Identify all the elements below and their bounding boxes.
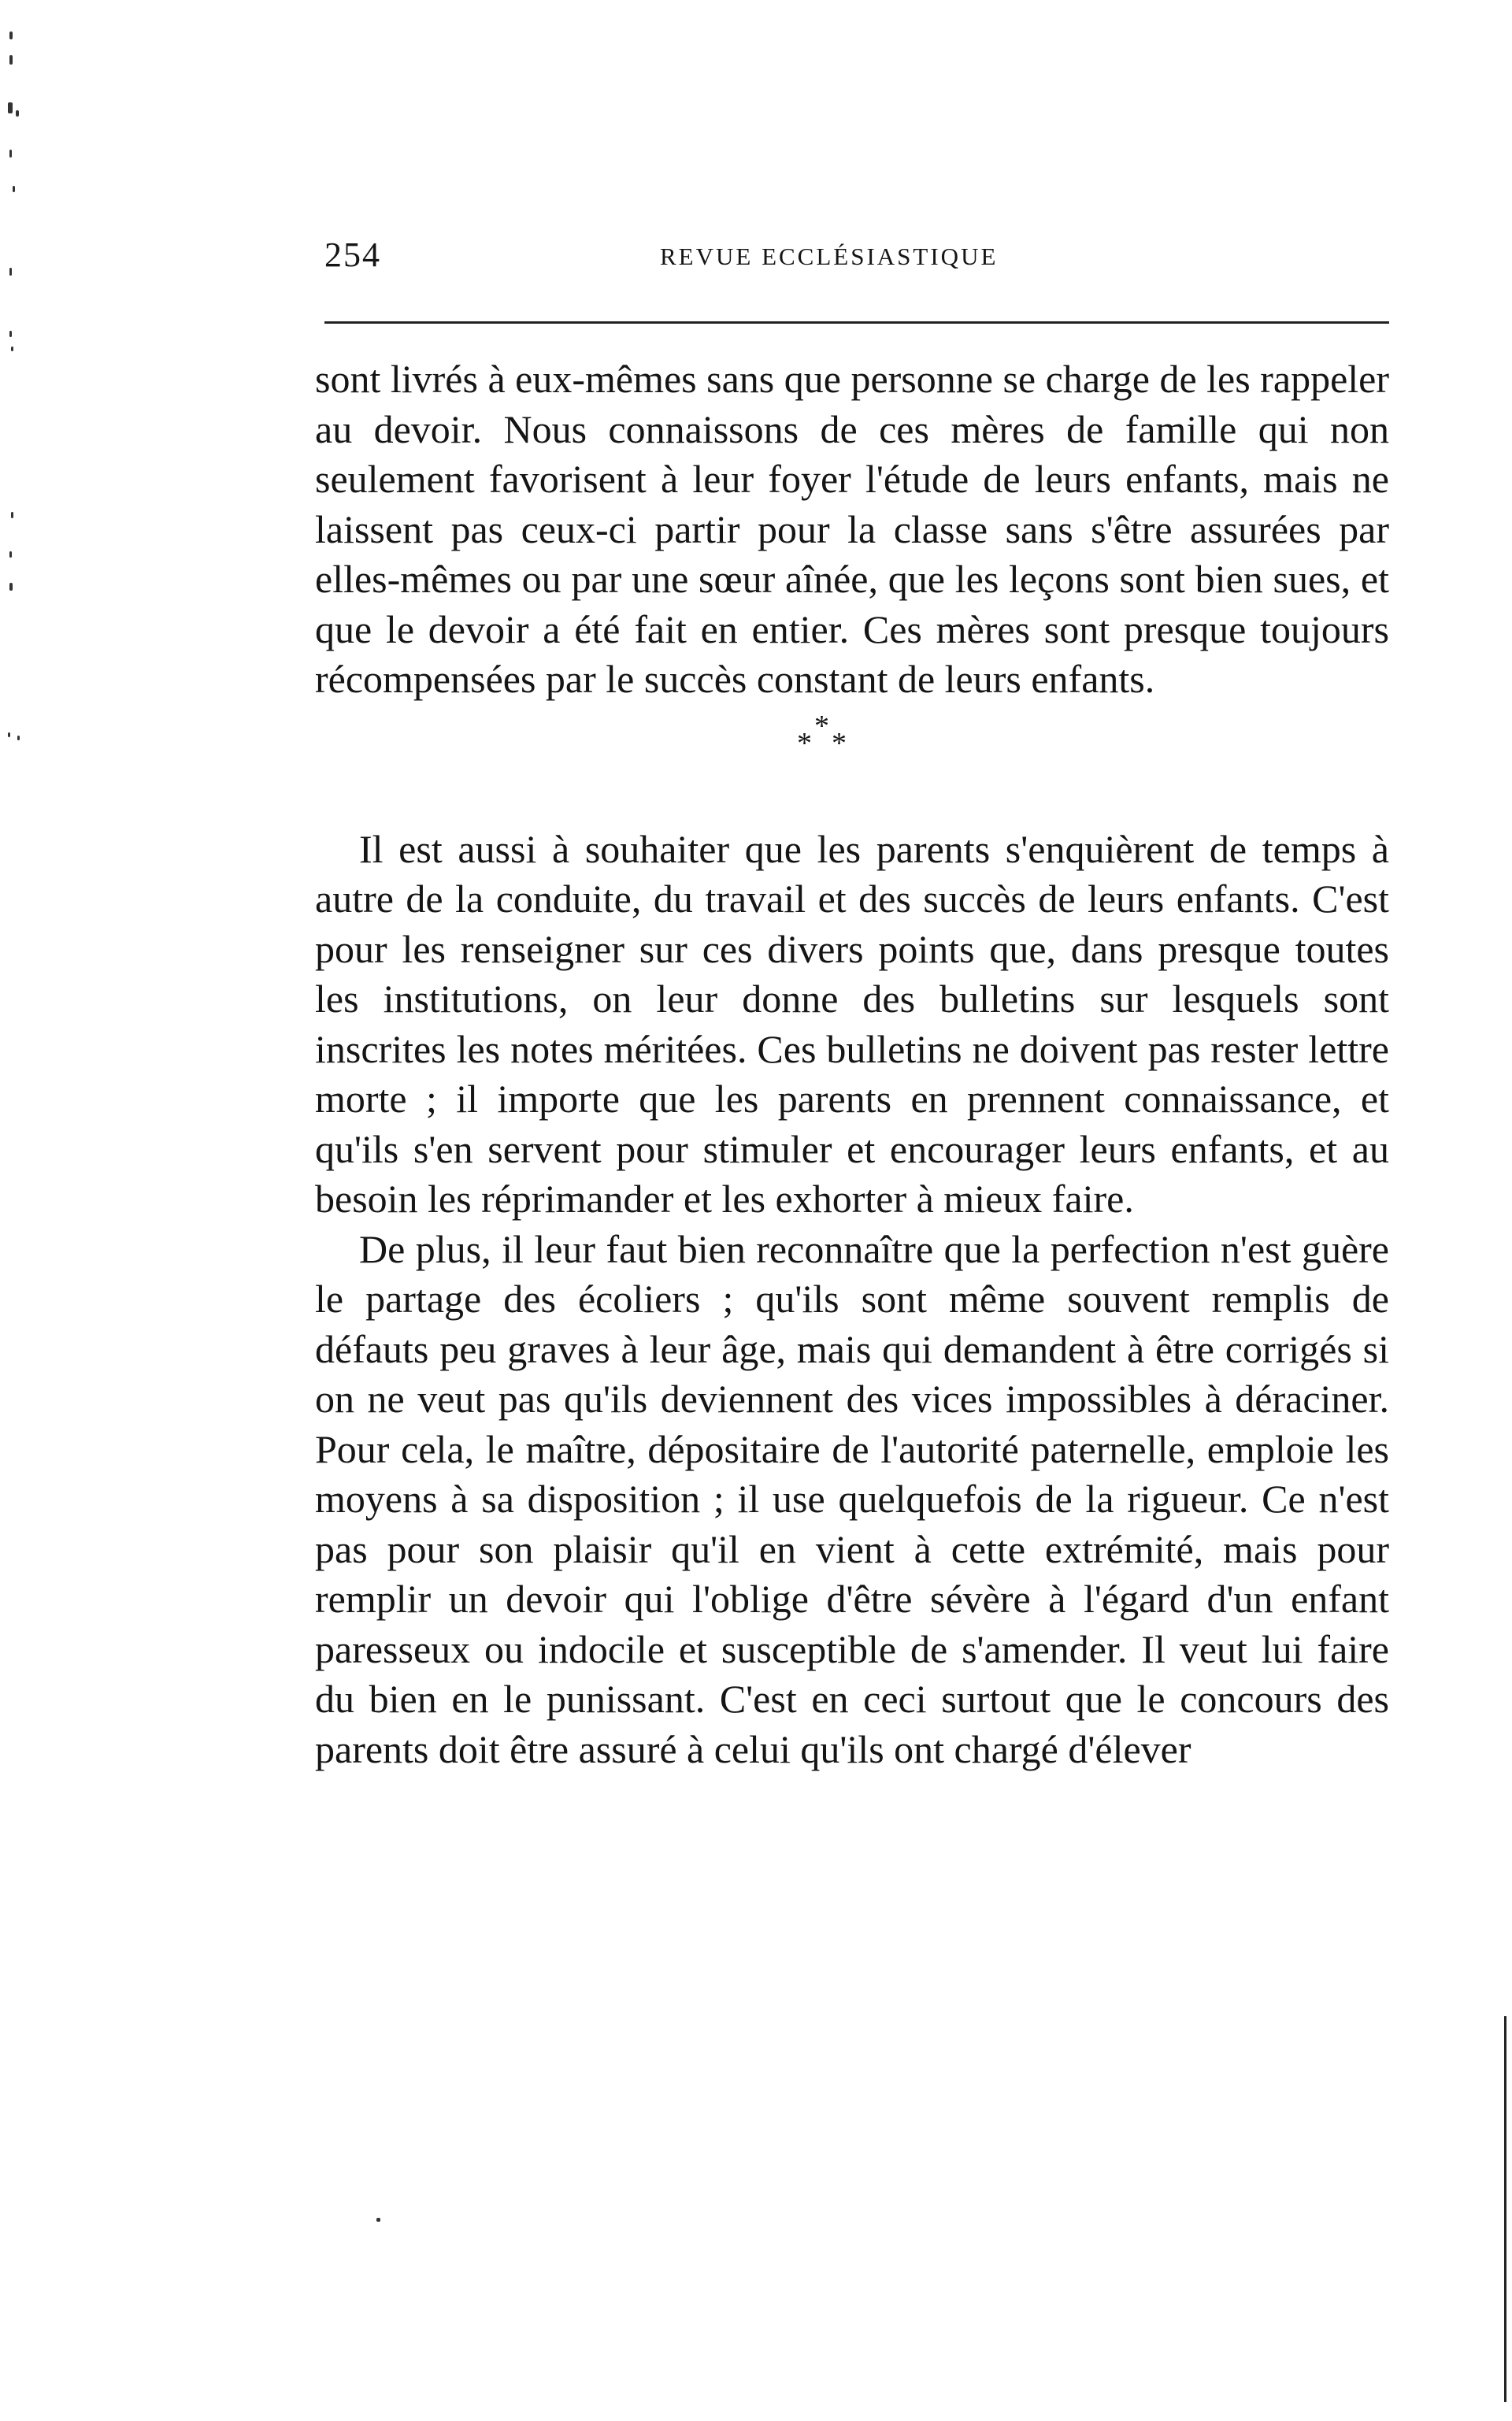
asterism bbox=[315, 705, 1389, 825]
page-number: 254 bbox=[324, 235, 381, 274]
paragraph-1: sont livrés à eux-mêmes sans que personne se charge de les rappeler au devoir. Nous connaissons de ces mères de famille qui non seulement favorisent à leur foyer l'étude de leurs enfants, mais ne laissent pas ceux-ci partir pour la classe sans s'être assurées par elles-mêmes ou par une sœur aînée, que les leçons sont bien sues, et que le devoir a été fait en entier. Ces mères sont presque toujours récompensées par le succès constant de leurs enfants. bbox=[315, 357, 1389, 701]
asterism-star-top: * bbox=[814, 709, 829, 743]
body-text bbox=[315, 354, 1389, 1774]
asterism-star-right: * bbox=[832, 726, 847, 760]
page-header bbox=[324, 235, 1389, 298]
running-head: REVUE ECCLÉSIASTIQUE bbox=[660, 243, 999, 270]
header-rule bbox=[324, 321, 1389, 324]
paragraph-2: Il est aussi à souhaiter que les parents s'enquièrent de temps à autre de la conduite, du travail et des succès de leurs enfants. C'est pour les renseigner sur ces divers points que, dans presque toutes les institutions, on leur donne des bulletins sur lesquels sont inscrites les notes méritées. Ces bulletins ne doivent pas rester lettre morte ; il importe que les parents en prennent connaissance, et qu'ils s'en servent pour stimuler et encourager leurs enfants, et au besoin les réprimander et les exhorter à mieux faire. bbox=[315, 826, 1389, 1221]
asterism-star-left: * bbox=[797, 726, 812, 760]
paragraph-3: De plus, il leur faut bien reconnaître que la perfection n'est guère le partage des écoliers ; qu'ils sont même souvent remplis de défauts peu graves à leur âge, mais qui demandent à être corrigés si on ne veut pas qu'ils deviennent des vices impossibles à déraciner. Pour cela, le maître, dépositaire de l'autorité paternelle, emploie les moyens à sa disposition ; il use quelquefois de la rigueur. Ce n'est pas pour son plaisir qu'il en vient à cette extrémité, mais pour remplir un devoir qui l'oblige d'être sévère à l'égard d'un enfant paresseux ou indocile et susceptible de s'amender. Il veut lui faire du bien en le punissant. C'est en ceci surtout que le concours des parents doit être assuré à celui qu'ils ont chargé d'élever bbox=[315, 1226, 1389, 1771]
page-edge-line bbox=[1504, 2016, 1506, 2402]
